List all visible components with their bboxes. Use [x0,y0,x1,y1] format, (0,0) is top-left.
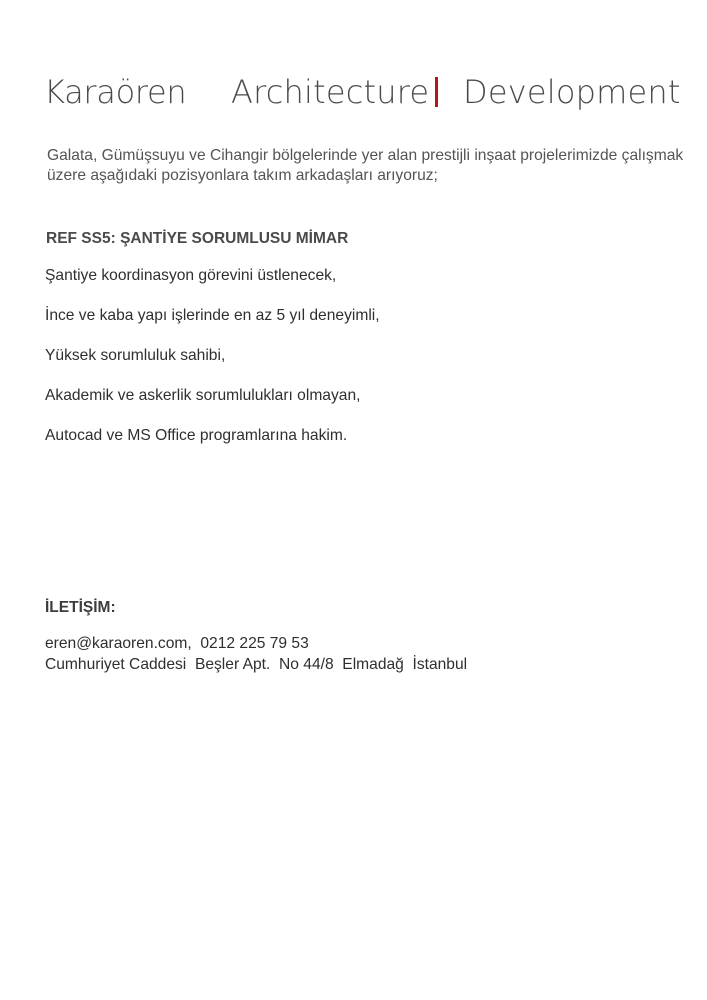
requirement-item: İnce ve kaba yapı işlerinde en az 5 yıl deneyimli, [45,307,380,324]
position-title: REF SS5: ŞANTİYE SORUMLUSU MİMAR [46,230,349,247]
header [44,70,681,116]
header-separator [435,77,438,107]
requirement-item: Şantiye koordinasyon görevini üstlenecek, [45,267,337,284]
requirement-item: Autocad ve MS Office programlarına hakim. [45,427,348,444]
architecture-label: Architecture [231,73,430,111]
development-label: Development [463,73,681,111]
brand-name: Karaören [44,73,187,111]
contact-title: İLETİŞİM: [45,599,116,616]
contact-email-phone: eren@karaoren.com, 0212 225 79 53 [45,635,309,652]
contact-address: Cumhuriyet Caddesi Beşler Apt. No 44/8 Elmadağ İstanbul [45,656,468,673]
requirement-item: Yüksek sorumluluk sahibi, [45,347,226,364]
requirement-item: Akademik ve askerlik sorumlulukları olmayan, [45,387,361,404]
intro-text: Galata, Gümüşsuyu ve Cihangir bölgelerinde yer alan prestijli inşaat projelerimizde çalışmak üzere aşağıdaki pozisyonlara takım arkadaşları arıyoruz; [47,147,684,184]
